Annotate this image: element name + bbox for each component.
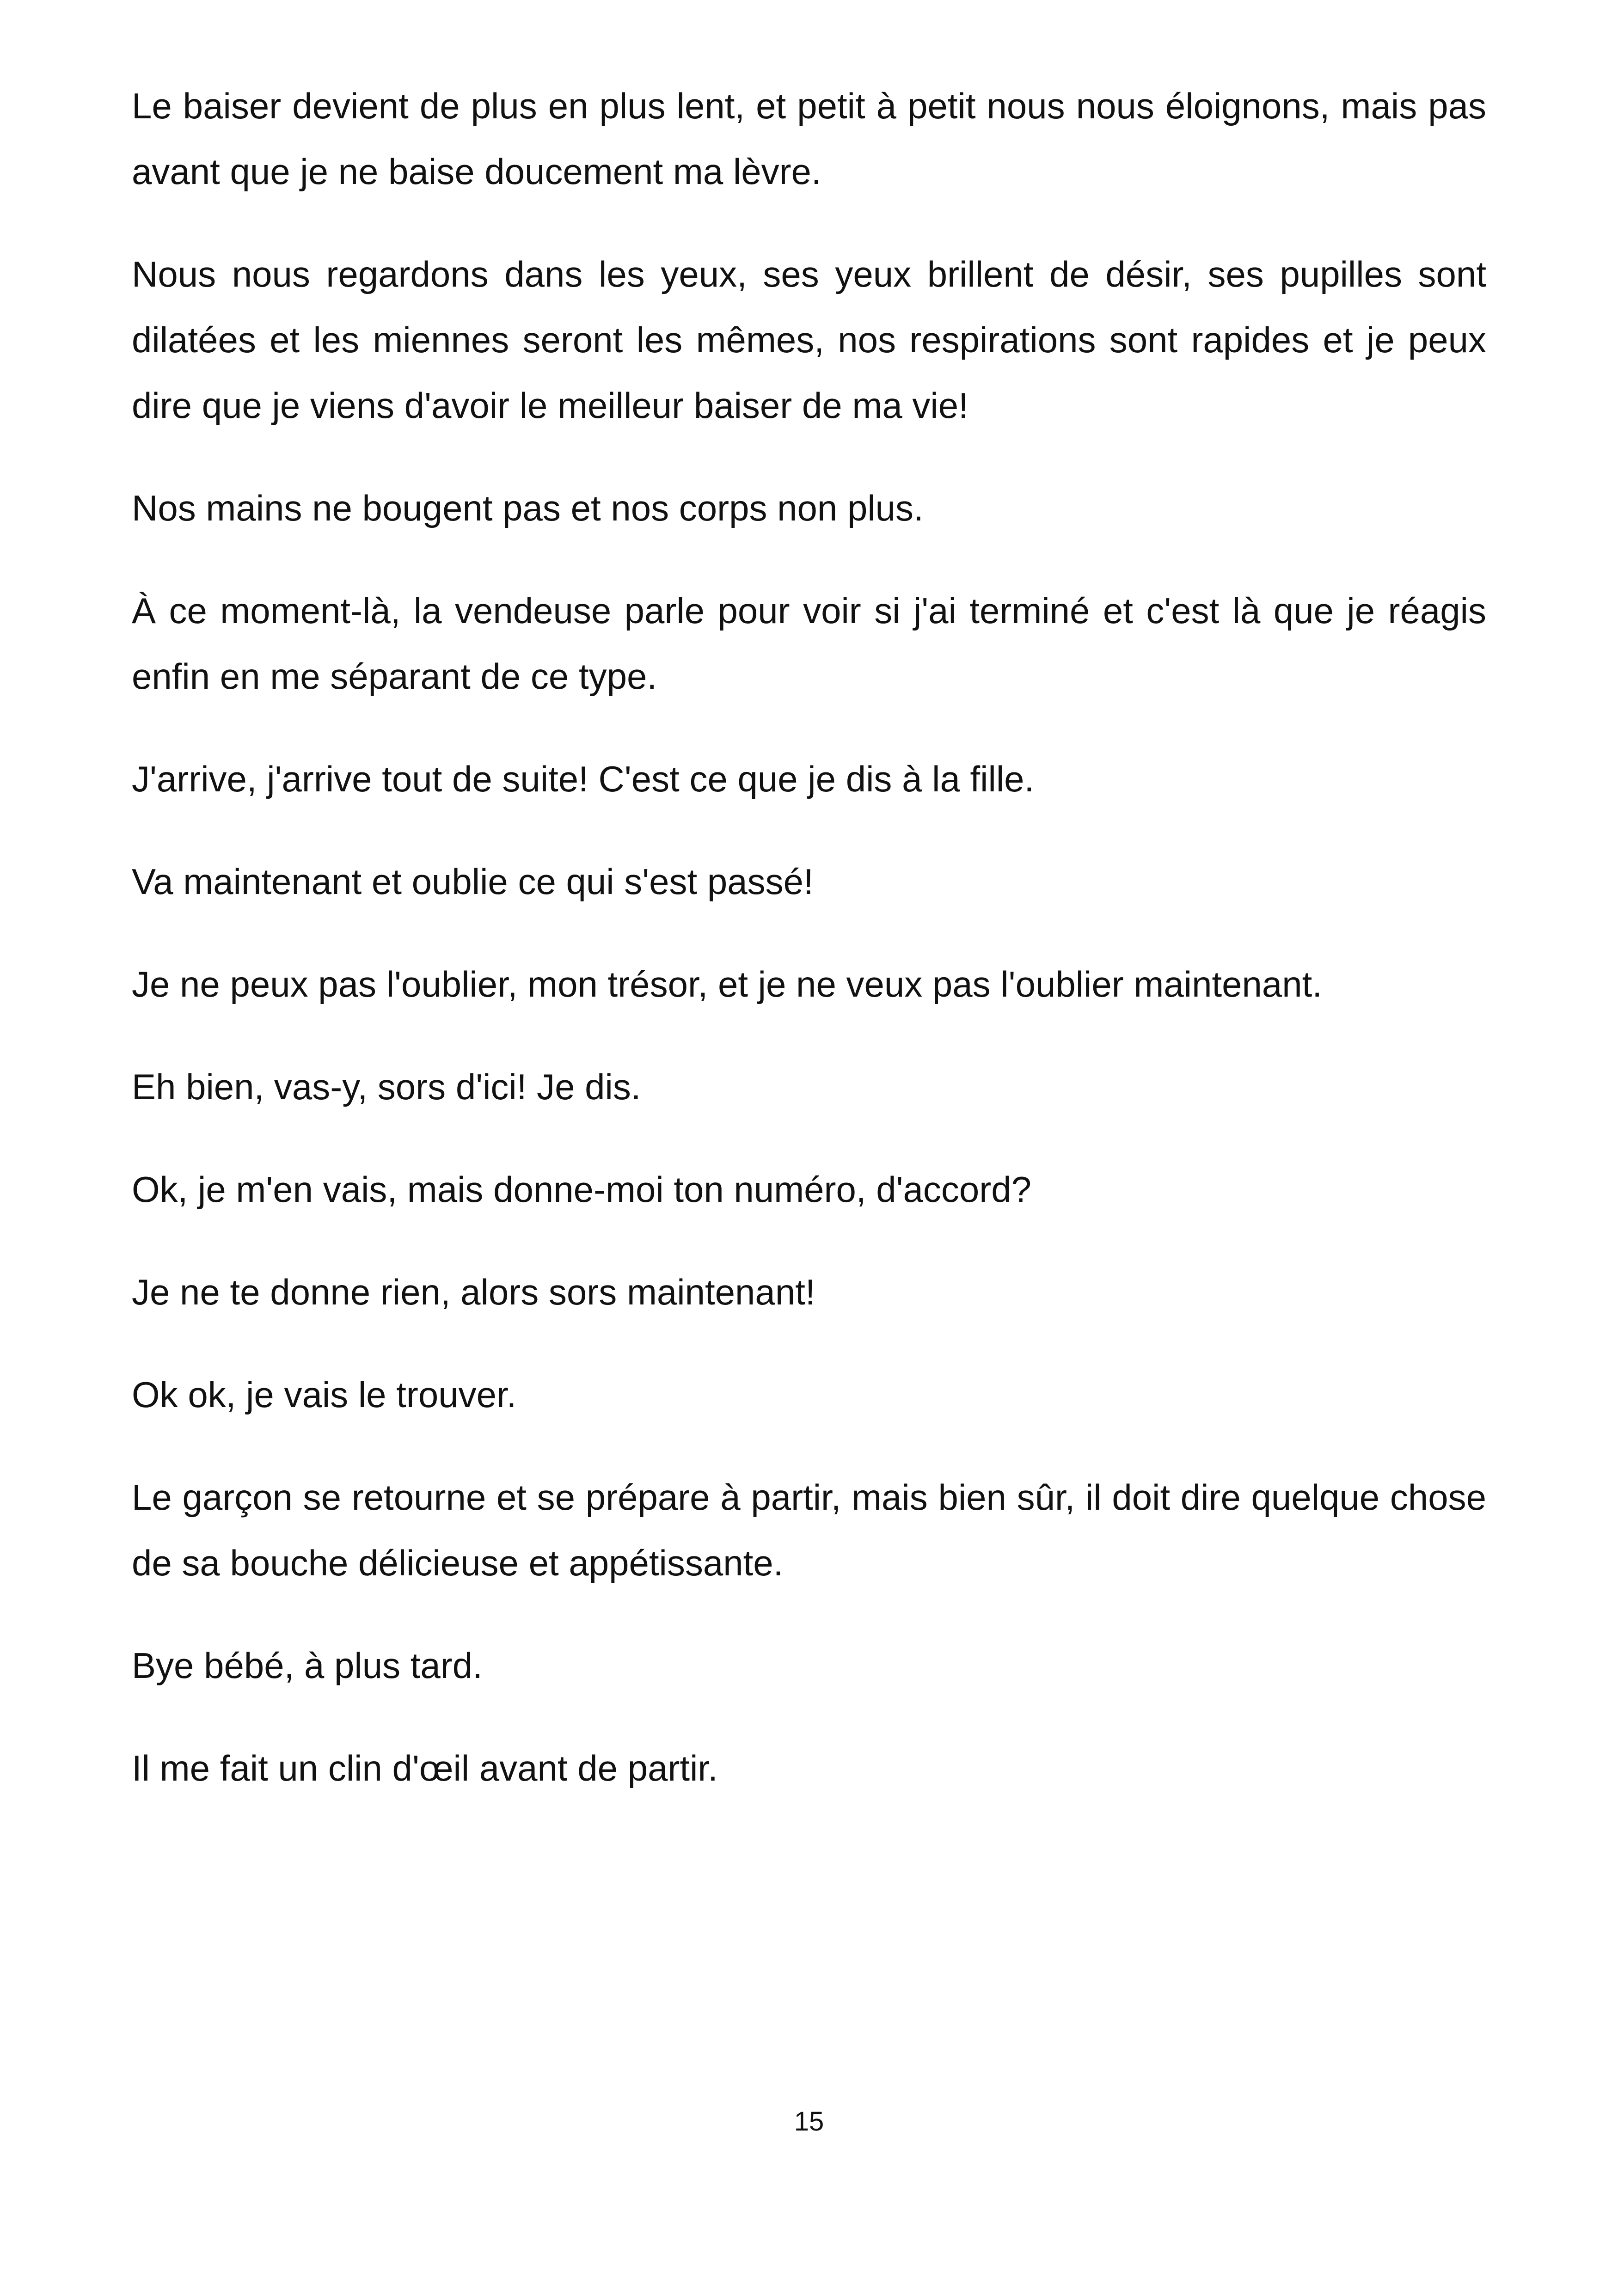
page-body xyxy=(132,73,1486,1838)
paragraph: À ce moment-là, la vendeuse parle pour voir si j'ai terminé et c'est là que je réagis enfin en me séparant de ce type. xyxy=(132,590,1486,697)
paragraph: Il me fait un clin d'œil avant de partir. xyxy=(132,1748,718,1788)
paragraph: J'arrive, j'arrive tout de suite! C'est ce que je dis à la fille. xyxy=(132,759,1035,799)
paragraph: Ok ok, je vais le trouver. xyxy=(132,1374,517,1415)
page-number: 15 xyxy=(794,2106,824,2137)
paragraph: Bye bébé, à plus tard. xyxy=(132,1645,483,1686)
paragraph: Ok, je m'en vais, mais donne-moi ton numéro, d'accord? xyxy=(132,1169,1032,1210)
paragraph: Va maintenant et oublie ce qui s'est passé! xyxy=(132,861,814,902)
paragraph: Nous nous regardons dans les yeux, ses yeux brillent de désir, ses pupilles sont dilatées et les miennes seront les mêmes, nos respirations sont rapides et je peux dire que je viens d'avoir le meilleur baiser de ma vie! xyxy=(132,254,1486,426)
paragraph: Je ne peux pas l'oublier, mon trésor, et je ne veux pas l'oublier maintenant. xyxy=(132,964,1322,1004)
paragraph: Je ne te donne rien, alors sors maintenant! xyxy=(132,1272,815,1312)
paragraph: Le garçon se retourne et se prépare à partir, mais bien sûr, il doit dire quelque chose de sa bouche délicieuse et appétissante. xyxy=(132,1477,1486,1583)
paragraph: Eh bien, vas-y, sors d'ici! Je dis. xyxy=(132,1066,641,1107)
paragraph: Nos mains ne bougent pas et nos corps non plus. xyxy=(132,488,924,528)
paragraph: Le baiser devient de plus en plus lent, et petit à petit nous nous éloignons, mais pas avant que je ne baise doucement ma lèvre. xyxy=(132,86,1486,192)
